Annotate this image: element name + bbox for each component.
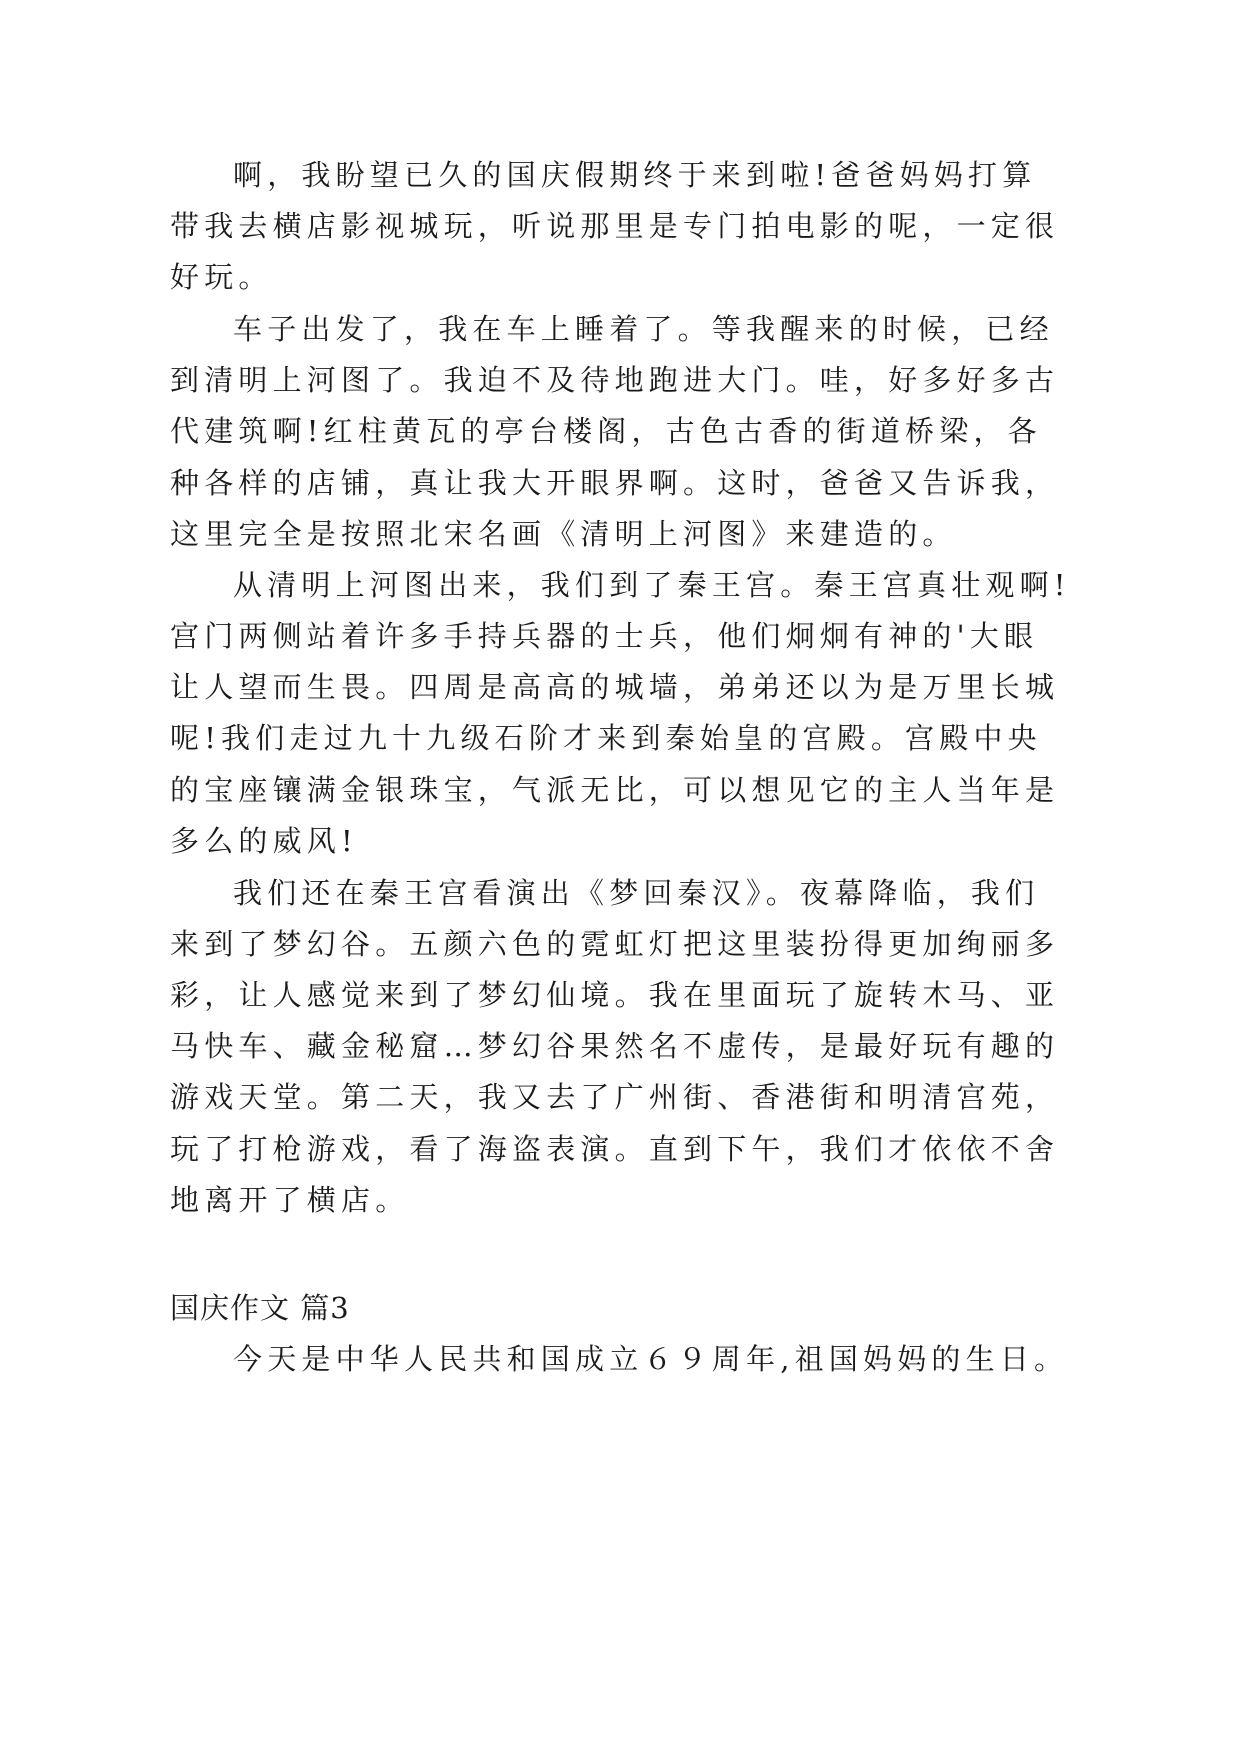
paragraph-4-line-6: 玩了打枪游戏，看了海盗表演。直到下午，我们才依依不舍	[170, 1132, 1060, 1166]
paragraph-4-line-7: 地离开了横店。	[170, 1183, 410, 1217]
paragraph-2-line-1: 车子出发了，我在车上睡着了。等我醒来的时候，已经	[233, 312, 1054, 346]
paragraph-2-line-4: 种各样的店铺，真让我大开眼界啊。这时，爸爸又告诉我，	[170, 466, 1060, 500]
paragraph-4-line-2: 来到了梦幻谷。五颜六色的霓虹灯把这里装扮得更加绚丽多	[170, 927, 1060, 961]
paragraph-3-line-2: 宫门两侧站着许多手持兵器的士兵，他们炯炯有神的'大眼	[170, 619, 1039, 653]
section-title: 国庆作文 篇3	[170, 1291, 350, 1325]
paragraph-4-line-4: 马快车、藏金秘窟…梦幻谷果然名不虚传，是最好玩有趣的	[170, 1029, 1060, 1063]
paragraph-4-line-3: 彩，让人感觉来到了梦幻仙境。我在里面玩了旋转木马、亚	[170, 978, 1060, 1012]
paragraph-2-line-5: 这里完全是按照北宋名画《清明上河图》来建造的。	[170, 517, 957, 551]
paragraph-4-line-1: 我们还在秦王宫看演出《梦回秦汉》。夜幕降临，我们	[233, 876, 1040, 910]
paragraph-3-line-1: 从清明上河图出来，我们到了秦王宫。秦王宫真壮观啊!	[233, 568, 1071, 602]
paragraph-1-line-2: 带我去横店影视城玩，听说那里是专门拍电影的呢，一定很	[170, 209, 1060, 243]
paragraph-1-line-3: 好玩。	[170, 260, 273, 294]
paragraph-4-line-5: 游戏天堂。第二天，我又去了广州街、香港街和明清宫苑，	[170, 1080, 1060, 1114]
section-paragraph-line-1: 今天是中华人民共和国成立６９周年,祖国妈妈的生日。	[233, 1342, 1069, 1376]
paragraph-2-line-2: 到清明上河图了。我迫不及待地跑进大门。哇，好多好多古	[170, 363, 1060, 397]
paragraph-1-line-1: 啊，我盼望已久的国庆假期终于来到啦!爸爸妈妈打算	[233, 158, 1037, 192]
paragraph-3-line-4: 呢!我们走过九十九级石阶才来到秦始皇的宫殿。宫殿中央	[170, 721, 1042, 755]
paragraph-3-line-3: 让人望而生畏。四周是高高的城墙，弟弟还以为是万里长城	[170, 670, 1060, 704]
paragraph-2-line-3: 代建筑啊!红柱黄瓦的亭台楼阁，古色古香的街道桥梁，各	[170, 414, 1042, 448]
paragraph-3-line-6: 多么的威风!	[170, 824, 358, 858]
paragraph-3-line-5: 的宝座镶满金银珠宝，气派无比，可以想见它的主人当年是	[170, 773, 1060, 807]
